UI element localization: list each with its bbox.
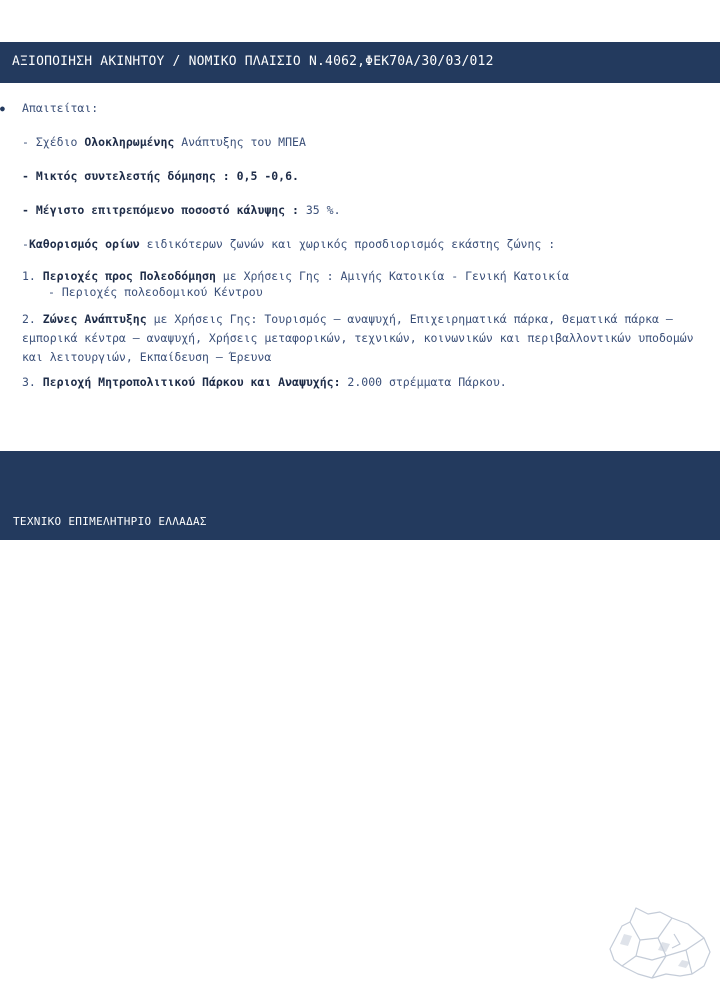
- item6-num: 2.: [22, 312, 43, 326]
- item4-prefix: -: [22, 237, 29, 251]
- zone-item-2: [22, 310, 712, 367]
- item6-bold: Ζώνες Ανάπτυξης: [42, 312, 147, 326]
- item2-text: - Μικτός συντελεστής δόμησης : 0,5 -0,6.: [22, 169, 299, 183]
- item1-suffix: Ανάπτυξης του ΜΠΕΑ: [174, 135, 306, 149]
- item1-bold: Ολοκληρωμένης: [84, 135, 175, 149]
- title-bar: [0, 42, 720, 83]
- item7-num: 3.: [22, 375, 43, 389]
- footer-bar: [0, 451, 720, 540]
- item4-suffix: ειδικότερων ζωνών και χωρικός προσδιορισμός εκάστης ζώνης :: [139, 237, 556, 251]
- item5-bold: Περιοχές προς Πολεοδόμηση: [42, 269, 216, 283]
- requirement-plan: [22, 134, 712, 150]
- zone-item-1: [22, 268, 712, 284]
- item5-suffix: με Χρήσεις Γης : Αμιγής Κατοικία - Γενική Κατοικία: [215, 269, 569, 283]
- item7-bold: Περιοχή Μητροπολιτικού Πάρκου και Αναψυχής:: [42, 375, 341, 389]
- slide-title: ΑΞΙΟΠΟΙΗΣΗ ΑΚΙΝΗΤΟΥ / ΝΟΜΙΚΟ ΠΛΑΙΣΙΟ Ν.4062,ΦΕΚ70Α/30/03/012: [12, 54, 494, 69]
- requirement-building-ratio: [22, 168, 712, 184]
- zone-item-3: [22, 374, 712, 390]
- requirement-coverage: [22, 202, 712, 218]
- requirements-heading: Απαιτείται:: [22, 101, 99, 115]
- item3-bold: - Μέγιστο επιτρεπόμενο ποσοστό κάλυψης :: [22, 203, 299, 217]
- item6-suffix: με Χρήσεις Γης: Τουρισμός – αναψυχή, Επιχειρηματικά πάρκα, Θεματικά πάρκα –εμπορικά κέντρα – αναψυχή, Χρήσεις μεταφορικών, τεχνικών, κοινωνικών και περιβαλλοντικών υποδομών και λειτουργιών, Εκπαίδευση – Έρευνα: [22, 312, 694, 364]
- site-map-icon: [600, 904, 712, 984]
- organization-name: ΤΕΧΝΙΚΟ ΕΠΙΜΕΛΗΤΗΡΙΟ ΕΛΛΑΔΑΣ: [13, 515, 207, 528]
- item7-suffix: 2.000 στρέμματα Πάρκου.: [340, 375, 507, 389]
- item1-prefix: - Σχέδιο: [22, 135, 85, 149]
- zone-item-1-line2: - Περιοχές πολεοδομικού Κέντρου: [48, 285, 263, 299]
- item3-suffix: 35 %.: [298, 203, 341, 217]
- item4-bold: Καθορισμός ορίων: [28, 237, 140, 251]
- bullet-icon: ●: [0, 104, 5, 113]
- item5-num: 1.: [22, 269, 43, 283]
- slide-body: [22, 100, 712, 390]
- requirement-zones: [22, 236, 712, 252]
